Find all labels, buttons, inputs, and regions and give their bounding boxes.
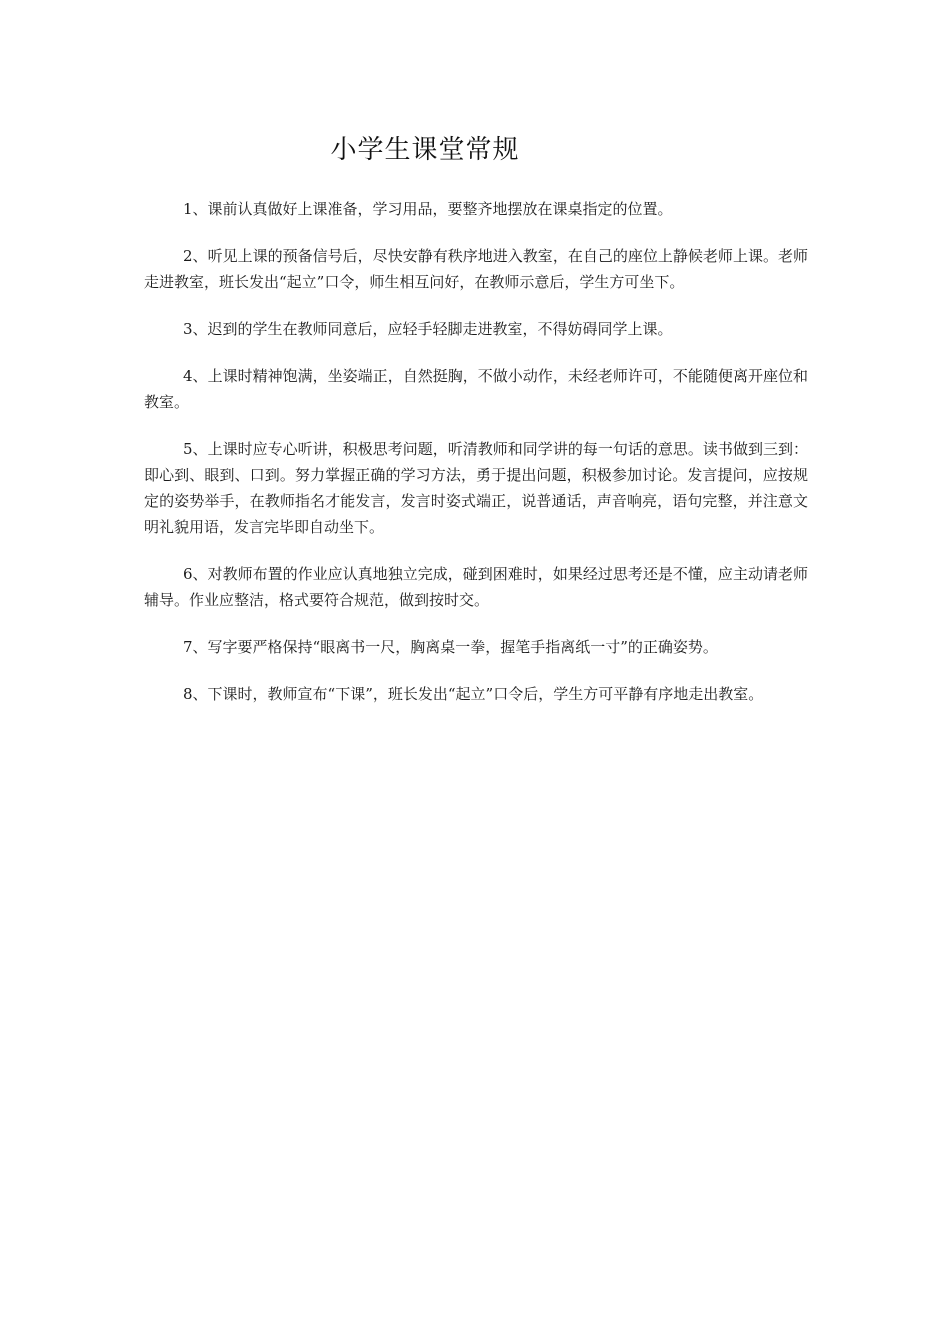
rule-paragraph-8: 8、下课时，教师宣布“下课”，班长发出“起立”口令后，学生方可平静有序地走出教室。 xyxy=(183,685,764,703)
rule-paragraph-2: 2、听见上课的预备信号后，尽快安静有秩序地进入教室，在自己的座位上静候老师上课。老师走进教室，班长发出“起立”口令，师生相互问好，在教师示意后，学生方可坐下。 xyxy=(144,247,808,291)
rule-paragraph-5: 5、上课时应专心听讲，积极思考问题，听清教师和同学讲的每一句话的意思。读书做到三到：即心到、眼到、口到。努力掌握正确的学习方法，勇于提出问题，积极参加讨论。发言提问，应按规定的姿势举手，在教师指名才能发言，发言时姿式端正，说普通话，声音响亮，语句完整，并注意文明礼貌用语，发言完毕即自动坐下。 xyxy=(144,440,808,536)
rule-paragraph-1: 1、课前认真做好上课准备，学习用品，要整齐地摆放在课桌指定的位置。 xyxy=(183,200,673,218)
rule-paragraph-7: 7、写字要严格保持“眼离书一尺，胸离桌一拳，握笔手指离纸一寸”的正确姿势。 xyxy=(183,638,718,656)
document-body xyxy=(144,196,808,728)
document-title: 小学生课堂常规 xyxy=(330,135,520,165)
rule-paragraph-6: 6、对教师布置的作业应认真地独立完成，碰到困难时，如果经过思考还是不懂，应主动请老师辅导。作业应整洁，格式要符合规范，做到按时交。 xyxy=(144,565,808,609)
rule-paragraph-4: 4、上课时精神饱满，坐姿端正，自然挺胸，不做小动作，未经老师许可，不能随便离开座位和教室。 xyxy=(144,367,808,411)
rule-paragraph-3: 3、迟到的学生在教师同意后，应轻手轻脚走进教室，不得妨碍同学上课。 xyxy=(183,320,673,338)
